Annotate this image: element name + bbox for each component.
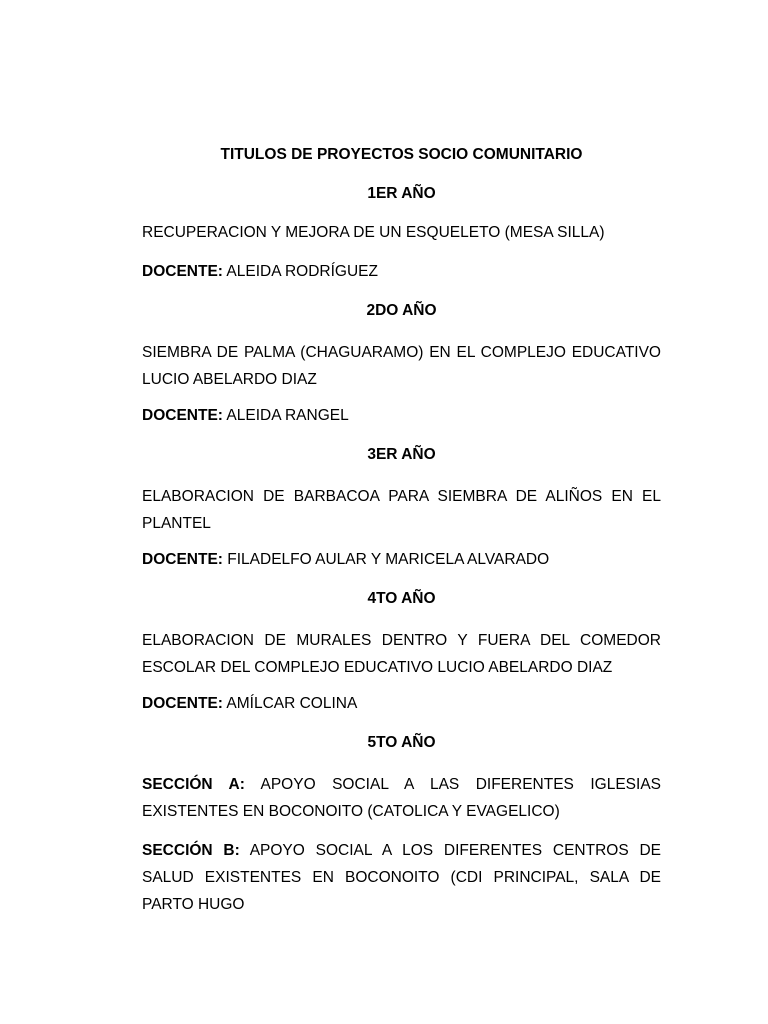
docente-line-3	[142, 549, 661, 571]
docente-line-1	[142, 261, 661, 283]
docente-label: DOCENTE:	[142, 695, 223, 712]
section-b-text: APOYO SOCIAL A LOS DIFERENTES CENTROS DE SALUD EXISTENTES EN BOCONOITO (CDI PRINCIPAL, SALA DE PARTO HUGO	[142, 842, 661, 913]
section-b-paragraph	[142, 837, 661, 918]
docente-name-4: AMÍLCAR COLINA	[226, 695, 358, 712]
year-heading-4: 4TO AÑO	[367, 590, 436, 607]
document-title: TITULOS DE PROYECTOS SOCIO COMUNITARIO	[220, 146, 583, 163]
project-title-2: SIEMBRA DE PALMA (CHAGUARAMO) EN EL COMPLEJO EDUCATIVO LUCIO ABELARDO DIAZ	[142, 344, 661, 388]
section-a-text: APOYO SOCIAL A LAS DIFERENTES IGLESIAS EXISTENTES EN BOCONOITO (CATOLICA Y EVAGELICO)	[142, 776, 661, 820]
section-b-label: SECCIÓN B:	[142, 842, 240, 859]
docente-name-3: FILADELFO AULAR Y MARICELA ALVARADO	[227, 551, 550, 568]
project-title-4: ELABORACION DE MURALES DENTRO Y FUERA DEL COMEDOR ESCOLAR DEL COMPLEJO EDUCATIVO LUCIO ABELARDO DIAZ	[142, 632, 661, 676]
project-title-1: RECUPERACION Y MEJORA DE UN ESQUELETO (MESA SILLA)	[142, 224, 605, 241]
docente-label: DOCENTE:	[142, 407, 223, 424]
docente-name-1: ALEIDA RODRÍGUEZ	[226, 263, 378, 280]
section-a-label: SECCIÓN A:	[142, 776, 245, 793]
docente-label: DOCENTE:	[142, 263, 223, 280]
docente-line-4	[142, 693, 661, 715]
year-heading-2: 2DO AÑO	[366, 302, 437, 319]
document-page	[142, 144, 661, 930]
project-title-3: ELABORACION DE BARBACOA PARA SIEMBRA DE ALIÑOS EN EL PLANTEL	[142, 488, 661, 532]
docente-line-2	[142, 405, 661, 427]
year-heading-3: 3ER AÑO	[367, 446, 436, 463]
section-a-paragraph	[142, 771, 661, 825]
year-heading-5: 5TO AÑO	[367, 734, 436, 751]
docente-label: DOCENTE:	[142, 551, 223, 568]
year-heading-1: 1ER AÑO	[367, 185, 436, 202]
docente-name-2: ALEIDA RANGEL	[226, 407, 349, 424]
